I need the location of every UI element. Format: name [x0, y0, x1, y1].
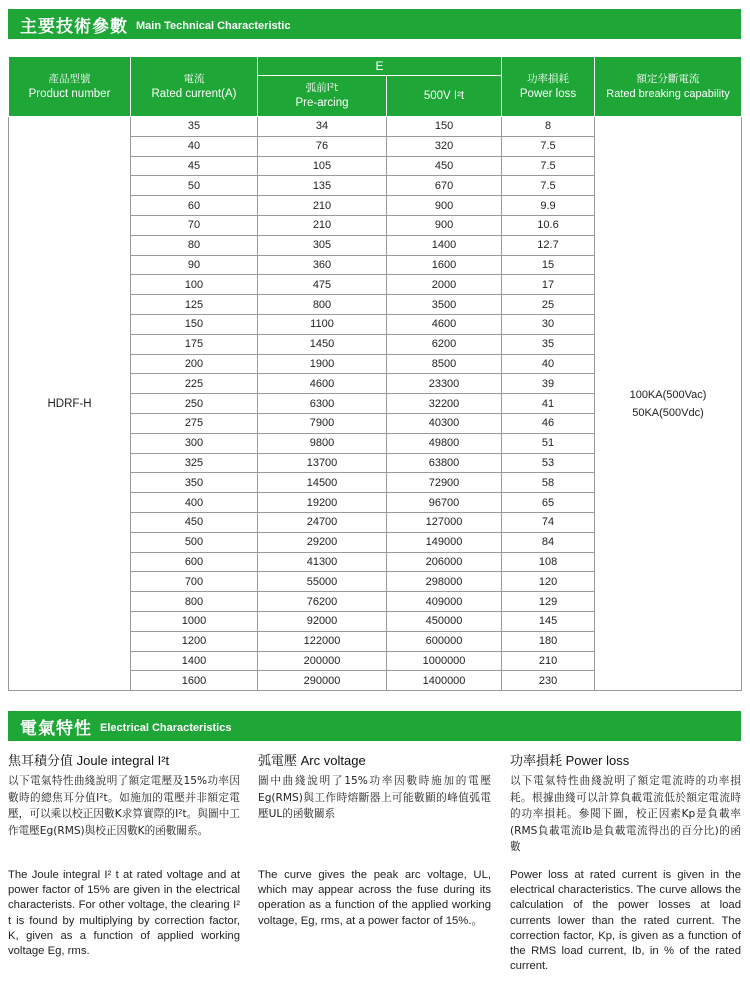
- power-loss-cell: 30: [502, 314, 595, 334]
- rated-current-cell: 1400: [131, 651, 258, 671]
- rated-current-cell: 225: [131, 374, 258, 394]
- power-loss-cell: 46: [502, 413, 595, 433]
- power-loss-cell: 35: [502, 334, 595, 354]
- power-loss-cell: 65: [502, 493, 595, 513]
- power-loss-cell: 180: [502, 631, 595, 651]
- pre-arcing-cell: 122000: [258, 631, 387, 651]
- power-loss-cell: 53: [502, 453, 595, 473]
- pre-arcing-cell: 360: [258, 255, 387, 275]
- rated-current-cell: 700: [131, 572, 258, 592]
- 500v-i2t-cell: 150: [387, 117, 502, 137]
- 500v-i2t-cell: 600000: [387, 631, 502, 651]
- power-loss-cell: 210: [502, 651, 595, 671]
- power-loss-cell: 8: [502, 117, 595, 137]
- rated-current-cell: 1200: [131, 631, 258, 651]
- column-heading: 功率損耗 Power loss: [510, 753, 630, 769]
- 500v-i2t-cell: 3500: [387, 295, 502, 315]
- column-heading: 弧電壓 Arc voltage: [258, 753, 366, 769]
- column-heading: 焦耳積分值 Joule integral I²t: [8, 753, 170, 769]
- 500v-i2t-cell: 149000: [387, 532, 502, 552]
- power-loss-cell: 10.6: [502, 215, 595, 235]
- pre-arcing-cell: 800: [258, 295, 387, 315]
- 500v-i2t-cell: 23300: [387, 374, 502, 394]
- 500v-i2t-cell: 49800: [387, 433, 502, 453]
- rated-current-cell: 600: [131, 552, 258, 572]
- rated-current-cell: 400: [131, 493, 258, 513]
- 500v-i2t-cell: 1400000: [387, 671, 502, 691]
- power-loss-cell: 120: [502, 572, 595, 592]
- header-product-number: 產品型號 Product number: [9, 57, 131, 117]
- 500v-i2t-cell: 72900: [387, 473, 502, 493]
- pre-arcing-cell: 19200: [258, 493, 387, 513]
- header-power-loss: 功率損耗 Power loss: [502, 57, 595, 117]
- pre-arcing-cell: 200000: [258, 651, 387, 671]
- pre-arcing-cell: 210: [258, 215, 387, 235]
- 500v-i2t-cell: 450000: [387, 611, 502, 631]
- table-row: [9, 117, 742, 137]
- rated-current-cell: 325: [131, 453, 258, 473]
- power-loss-cell: 230: [502, 671, 595, 691]
- 500v-i2t-cell: 320: [387, 136, 502, 156]
- rated-current-cell: 250: [131, 394, 258, 414]
- rated-current-cell: 450: [131, 512, 258, 532]
- power-loss-cell: 129: [502, 592, 595, 612]
- rated-current-cell: 125: [131, 295, 258, 315]
- rated-current-cell: 45: [131, 156, 258, 176]
- pre-arcing-cell: 6300: [258, 394, 387, 414]
- pre-arcing-cell: 92000: [258, 611, 387, 631]
- rated-current-cell: 70: [131, 215, 258, 235]
- power-loss-cell: 25: [502, 295, 595, 315]
- 500v-i2t-cell: 298000: [387, 572, 502, 592]
- power-loss-cell: 7.5: [502, 136, 595, 156]
- 500v-i2t-cell: 206000: [387, 552, 502, 572]
- 500v-i2t-cell: 96700: [387, 493, 502, 513]
- column-en-text: The curve gives the peak arc voltage, UL, which may appear across the fuse during its operation as a function of the applied working voltage, Eg, rms, at a power factor of 15%.。: [258, 869, 491, 927]
- 500v-i2t-cell: 32200: [387, 394, 502, 414]
- 500v-i2t-cell: 8500: [387, 354, 502, 374]
- 500v-i2t-cell: 670: [387, 176, 502, 196]
- pre-arcing-cell: 76200: [258, 592, 387, 612]
- pre-arcing-cell: 9800: [258, 433, 387, 453]
- 500v-i2t-cell: 1400: [387, 235, 502, 255]
- 500v-i2t-cell: 40300: [387, 413, 502, 433]
- rated-current-cell: 80: [131, 235, 258, 255]
- pre-arcing-cell: 1450: [258, 334, 387, 354]
- pre-arcing-cell: 475: [258, 275, 387, 295]
- 500v-i2t-cell: 63800: [387, 453, 502, 473]
- pre-arcing-cell: 34: [258, 117, 387, 137]
- 500v-i2t-cell: 127000: [387, 512, 502, 532]
- pre-arcing-cell: 76: [258, 136, 387, 156]
- breaking-dc: 50KA(500Vdc): [632, 406, 704, 419]
- section-title-en: Main Technical Characteristic: [136, 20, 291, 32]
- joule-integral-column: [8, 750, 240, 958]
- rated-current-cell: 800: [131, 592, 258, 612]
- section-title-zh: 主要技術參數: [20, 16, 128, 37]
- rated-current-cell: 175: [131, 334, 258, 354]
- power-loss-cell: 39: [502, 374, 595, 394]
- rated-current-cell: 1000: [131, 611, 258, 631]
- pre-arcing-cell: 14500: [258, 473, 387, 493]
- pre-arcing-cell: 4600: [258, 374, 387, 394]
- power-loss-column: [510, 750, 741, 973]
- rated-current-cell: 40: [131, 136, 258, 156]
- power-loss-cell: 40: [502, 354, 595, 374]
- rated-current-cell: 35: [131, 117, 258, 137]
- section-title-zh: 電氣特性: [20, 718, 92, 739]
- power-loss-cell: 58: [502, 473, 595, 493]
- power-loss-cell: 74: [502, 512, 595, 532]
- rated-current-cell: 1600: [131, 671, 258, 691]
- 500v-i2t-cell: 6200: [387, 334, 502, 354]
- header-breaking-capability: 額定分斷電流 Rated breaking capability: [595, 57, 742, 117]
- rated-current-cell: 150: [131, 314, 258, 334]
- table-body: [9, 117, 742, 691]
- 500v-i2t-cell: 450: [387, 156, 502, 176]
- pre-arcing-cell: 24700: [258, 512, 387, 532]
- rated-current-cell: 300: [131, 433, 258, 453]
- pre-arcing-cell: 1900: [258, 354, 387, 374]
- pre-arcing-cell: 210: [258, 196, 387, 216]
- pre-arcing-cell: 290000: [258, 671, 387, 691]
- power-loss-cell: 15: [502, 255, 595, 275]
- header-e: E: [258, 57, 502, 76]
- power-loss-cell: 7.5: [502, 176, 595, 196]
- 500v-i2t-cell: 409000: [387, 592, 502, 612]
- column-zh-text: 以下電氣特性曲綫說明了額定電壓及15%功率因數時的總焦耳分值I²t。如施加的電壓并非額定電壓，可以乘以校正因數K求算實際的I²t。與圖中工作電壓Eg(RMS)與校正因數K的函數關系。: [8, 775, 240, 837]
- breaking-capability-cell: [595, 117, 742, 691]
- 500v-i2t-cell: 1000000: [387, 651, 502, 671]
- breaking-ac: 100KA(500Vac): [629, 388, 707, 401]
- pre-arcing-cell: 41300: [258, 552, 387, 572]
- pre-arcing-cell: 29200: [258, 532, 387, 552]
- rated-current-cell: 90: [131, 255, 258, 275]
- header-rated-current: 電流 Rated current(A): [131, 57, 258, 117]
- pre-arcing-cell: 105: [258, 156, 387, 176]
- power-loss-cell: 7.5: [502, 156, 595, 176]
- arc-voltage-column: [258, 750, 491, 927]
- pre-arcing-cell: 13700: [258, 453, 387, 473]
- rated-current-cell: 100: [131, 275, 258, 295]
- header-500v-i2t: 500V I²t: [387, 76, 502, 117]
- rated-current-cell: 60: [131, 196, 258, 216]
- 500v-i2t-cell: 1600: [387, 255, 502, 275]
- pre-arcing-cell: 55000: [258, 572, 387, 592]
- power-loss-cell: 9.9: [502, 196, 595, 216]
- header-pre-arcing: 弧前I²t Pre-arcing: [258, 76, 387, 117]
- technical-spec-table: [8, 56, 742, 691]
- pre-arcing-cell: 135: [258, 176, 387, 196]
- rated-current-cell: 500: [131, 532, 258, 552]
- power-loss-cell: 17: [502, 275, 595, 295]
- rated-current-cell: 200: [131, 354, 258, 374]
- power-loss-cell: 51: [502, 433, 595, 453]
- column-zh-text: 以下電氣特性曲綫說明了額定電流時的功率損耗。根據曲綫可以計算負載電流低於額定電流時的功率損耗。參閱下圖，校正因素Kp是負載率 (RMS負載電流Ib是負載電流得出的百分比)的函數: [510, 775, 741, 853]
- pre-arcing-cell: 305: [258, 235, 387, 255]
- column-en-text: The Joule integral I² t at rated voltage and at power factor of 15% are given in the electrical characterists. For other voltage, the clearing I² t is found by multiplying by correction factor, K, given as a function of applied working voltage Eg, rms.: [8, 869, 240, 958]
- power-loss-cell: 145: [502, 611, 595, 631]
- 500v-i2t-cell: 2000: [387, 275, 502, 295]
- rated-current-cell: 50: [131, 176, 258, 196]
- section-title-en: Electrical Characteristics: [100, 722, 232, 734]
- pre-arcing-cell: 7900: [258, 413, 387, 433]
- 500v-i2t-cell: 4600: [387, 314, 502, 334]
- column-zh-text: 圖中曲綫說明了15%功率因數時施加的電壓Eg(RMS)與工作時熔斷器上可能數顯的峰值弧電壓UL的函數關系: [258, 775, 491, 820]
- section-banner-main-technical: [8, 9, 741, 39]
- power-loss-cell: 108: [502, 552, 595, 572]
- power-loss-cell: 12.7: [502, 235, 595, 255]
- pre-arcing-cell: 1100: [258, 314, 387, 334]
- power-loss-cell: 84: [502, 532, 595, 552]
- 500v-i2t-cell: 900: [387, 196, 502, 216]
- product-number-cell: HDRF-H: [9, 117, 131, 691]
- rated-current-cell: 275: [131, 413, 258, 433]
- 500v-i2t-cell: 900: [387, 215, 502, 235]
- rated-current-cell: 350: [131, 473, 258, 493]
- column-en-text: Power loss at rated current is given in the electrical characteristics. The curve allows the calculation of the power losses at load currents lower than the rated current. The correction factor, Kp, is given as a function of the RMS load current, Ib, in % of the rated current.: [510, 869, 741, 973]
- power-loss-cell: 41: [502, 394, 595, 414]
- section-banner-electrical: [8, 711, 741, 741]
